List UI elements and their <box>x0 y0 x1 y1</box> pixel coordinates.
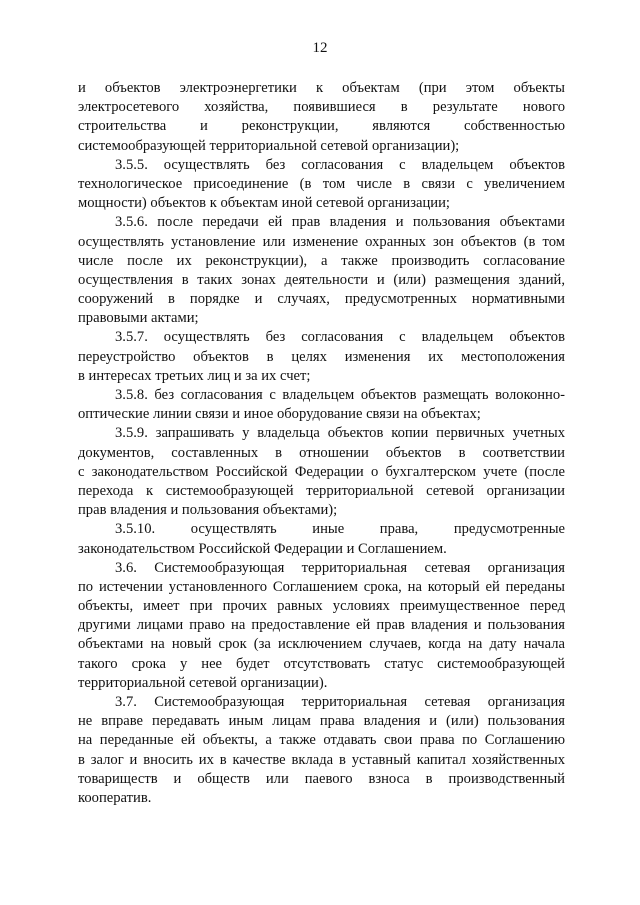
text-line: 3.5.7. осуществлять без согласования с владельцем объектов <box>115 329 565 346</box>
text-line: мощности) объектов к объектам иной сетевой организации; <box>78 195 450 212</box>
text-line: документов, составленных в отношении объектов в соответствии <box>78 444 565 461</box>
text-line: и объектов электроэнергетики к объектам (при этом объекты <box>78 80 565 96</box>
text-line: системообразующей территориальной сетевой организации); <box>78 137 460 154</box>
text-line: такого срока у нее будет отсутствовать статус системообразующей <box>78 655 565 672</box>
text-line: электросетевого хозяйства, появившиеся в результате нового <box>78 99 565 116</box>
text-line: сооружений в порядке и случаях, предусмотренных нормативными <box>78 291 565 308</box>
text-line: не вправе передавать иным лицам права владения и (или) пользования <box>78 713 565 730</box>
text-line: 3.5.6. после передачи ей прав владения и пользования объектами <box>115 214 565 231</box>
text-line: 3.5.8. без согласования с владельцем объектов размещать волоконно- <box>115 387 565 403</box>
text-line: на переданные ей объекты, а также отдавать свои права по Соглашению <box>78 732 565 749</box>
text-line: по истечении установленного Соглашением срока, на который ей переданы <box>78 578 565 595</box>
text-line: осуществлять установление или изменение охранных зон объектов (в том <box>78 233 565 250</box>
text-line: объекты, имеет при прочих равных условиях преимущественное перед <box>78 598 565 615</box>
text-line: товариществ и обществ или паевого взноса в производственный <box>78 770 565 787</box>
page-number: 12 <box>312 40 328 56</box>
text-line: в интересах третьих лиц и за их счет; <box>78 367 311 384</box>
text-line: перехода к системообразующей территориальной сетевой организации <box>78 482 565 499</box>
text-line: 3.5.9. запрашивать у владельца объектов копии первичных учетных <box>115 425 565 442</box>
text-line: 3.7. Системообразующая территориальная сетевая организация <box>115 694 565 710</box>
text-line: строительства и реконструкции, являются собственностью <box>78 118 565 135</box>
text-line: другими лицами право на предоставление ей прав владения и пользования <box>78 617 565 634</box>
text-line: кооператив. <box>78 789 152 806</box>
text-line: переустройство объектов в целях изменения их местоположения <box>78 348 565 365</box>
text-line: осуществления в таких зонах деятельности и (или) размещения зданий, <box>78 271 565 288</box>
text-line: прав владения и пользования объектами); <box>78 502 338 519</box>
document-body <box>78 79 565 808</box>
text-line: 3.5.5. осуществлять без согласования с владельцем объектов <box>115 156 565 173</box>
text-line: 3.5.10. осуществлять иные права, предусмотренные <box>115 521 565 538</box>
text-line: объектами на новый срок (за исключением случаев, когда на дату начала <box>78 636 565 653</box>
text-line: числе после их реконструкции), а также производить согласование <box>78 252 565 269</box>
text-line: 3.6. Системообразующая территориальная сетевая организация <box>115 559 565 576</box>
text-line: территориальной сетевой организации). <box>78 674 328 691</box>
text-line: правовыми актами; <box>78 310 199 327</box>
text-line: с законодательством Российской Федерации о бухгалтерском учете (после <box>78 463 565 480</box>
text-line: технологическое присоединение (в том числе в связи с увеличением <box>78 175 565 192</box>
text-line: в залог и вносить их в качестве вклада в уставный капитал хозяйственных <box>78 751 565 768</box>
text-line: законодательством Российской Федерации и Соглашением. <box>78 540 447 557</box>
text-line: оптические линии связи и иное оборудование связи на объектах; <box>78 406 481 423</box>
